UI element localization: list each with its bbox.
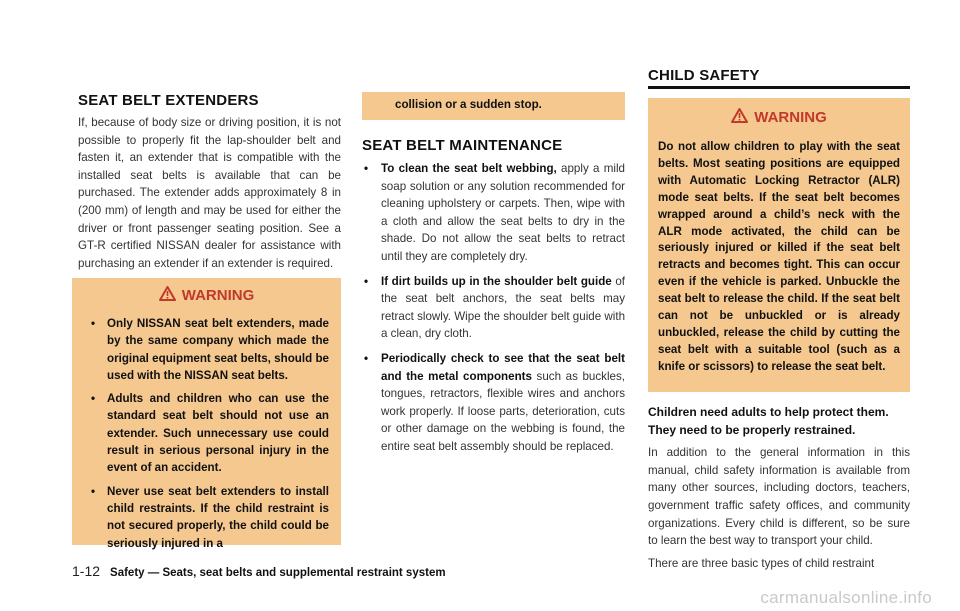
warning-triangle-icon <box>159 286 176 305</box>
maintenance-list <box>362 160 625 456</box>
warning-list <box>86 315 329 552</box>
section-heading-seat-belt-maintenance: SEAT BELT MAINTENANCE <box>362 137 563 154</box>
section-heading-seat-belt-extenders: SEAT BELT EXTENDERS <box>78 92 259 109</box>
maintenance-item-text: of the seat belt anchors, the seat belts may retract slowly. Wipe the shoulder belt guide with a clean, dry cloth. <box>381 274 626 341</box>
maintenance-item-text: apply a mild soap solution or any solution recommended for cleaning upholstery or carpets. Then, wipe with a cloth and allow the seat belts to dry in the shade. Do not allow the seat belts to retract until they are completely dry. <box>381 162 626 263</box>
warning-continued-text: collision or a sudden stop. <box>395 98 542 111</box>
warning-item: • Never use seat belt extenders to install child restraints. If the child restraint is not secured properly, the child could be seriously injured in a <box>86 483 329 552</box>
warning-item: • Only NISSAN seat belt extenders, made by the same company which made the original equipment seat belts, should be used with the NISSAN seat belts. <box>86 315 329 384</box>
page-number: 1-12 <box>72 563 101 579</box>
warning-title: WARNING <box>181 287 255 304</box>
maintenance-item <box>362 273 625 343</box>
watermark: carmanualsonline.info <box>760 588 932 607</box>
maintenance-item-lead: To clean the seat belt webbing, <box>381 162 557 175</box>
warning-box-extenders <box>72 278 341 550</box>
heading-rule <box>648 86 910 89</box>
page-footer <box>72 563 446 579</box>
maintenance-item-lead: If dirt builds up in the shoulder belt guide <box>381 274 612 288</box>
warning-title: WARNING <box>754 109 827 126</box>
section-heading-child-safety: CHILD SAFETY <box>648 67 760 84</box>
middle-column <box>362 137 625 463</box>
warning-triangle-icon <box>731 108 748 127</box>
child-warning-text: Do not allow children to play with the seat belts. Most seating positions are equipped with Automatic Locking Retractor (ALR) mode seat belts. If the seat belt becomes wrapped around a child’s neck with the ALR mode activated, the child can be seriously injured or killed if the seat belt retracts and becomes tight. This can occur even if the vehicle is parked. Unbuckle the seat belt to release the child. If the seat belt can not be unbuckled or is already unbuckled, release the child by cutting the seat belt with a suitable tool (such as a knife or scissors) to release the seat belt. <box>658 140 900 373</box>
extenders-paragraph: If, because of body size or driving position, it is not possible to properly fit the lap-shoulder belt and fasten it, an extender that is compatible with the installed seat belts is available that can be purchased. The extender adds approximately 8 in (200 mm) of length and may be used for either the driver or front passenger seating position. See a GT-R certified NISSAN dealer for assistance with purchasing an extender if an extender is required. <box>78 116 341 270</box>
left-column <box>78 92 341 272</box>
warning-header <box>72 286 341 305</box>
child-bold-paragraph: Children need adults to help protect them. They need to be properly restrained. <box>648 405 889 437</box>
child-paragraph-1: In addition to the general information in this manual, child safety information is available from many other sources, including doctors, teachers, government traffic safety offices, and community organizations. Every child is different, so be sure to learn the best way to transport your child. <box>648 446 910 548</box>
maintenance-item-text: such as buckles, tongues, retractors, flexible wires and anchors work properly. If loose parts, deterioration, cuts or other damage on the webbing is found, the entire seat belt assembly should be replaced. <box>381 369 625 453</box>
maintenance-item <box>362 160 625 266</box>
child-paragraph-2: There are three basic types of child restraint <box>648 556 875 570</box>
maintenance-item-lead: Periodically check to see that the seat belt and the metal components <box>381 351 625 383</box>
warning-box-child-safety <box>648 98 910 392</box>
footer-title: Safety — Seats, seat belts and supplemental restraint system <box>110 567 446 579</box>
right-column-heading <box>648 67 910 84</box>
warning-box-continued <box>362 92 625 120</box>
maintenance-item <box>362 350 625 456</box>
warning-item: • Adults and children who can use the standard seat belt should not use an extender. Such unnecessary use could result in serious personal injury in the event of an accident. <box>86 390 329 476</box>
warning-header <box>648 108 910 127</box>
right-column <box>648 404 910 572</box>
